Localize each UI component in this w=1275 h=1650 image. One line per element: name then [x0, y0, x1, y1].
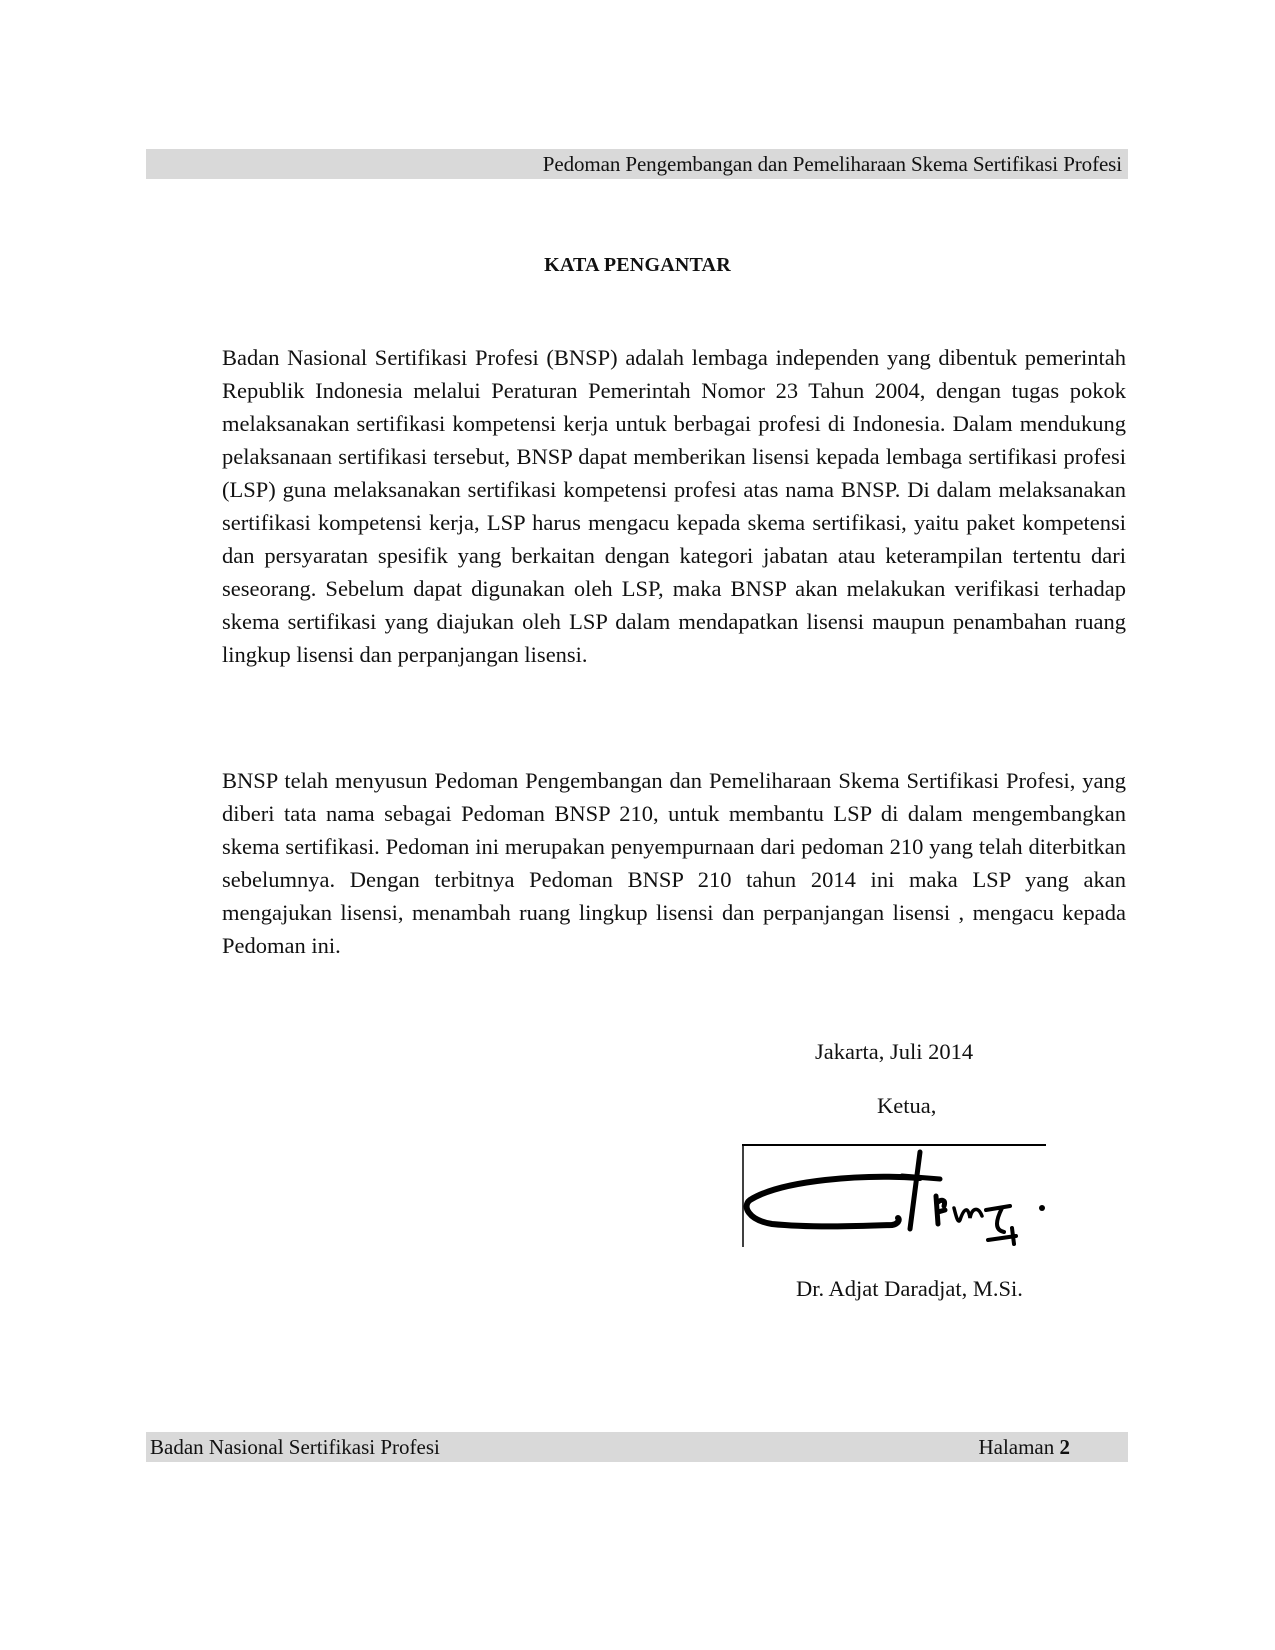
signatory-role: Ketua,	[877, 1093, 937, 1118]
paragraph-1-text: Badan Nasional Sertifikasi Profesi (BNSP) adalah lembaga independen yang dibentuk pemerintah Republik Indonesia melalui Peraturan Pemerintah Nomor 23 Tahun 2004, dengan tugas pokok melaksanakan sertifikasi kompetensi kerja untuk berbagai profesi di Indonesia. Dalam mendukung pelaksanaan sertifikasi tersebut, BNSP dapat memberikan lisensi kepada lembaga sertifikasi profesi (LSP) guna melaksanakan sertifikasi kompetensi profesi atas nama BNSP. Di dalam melaksanakan sertifikasi kompetensi kerja, LSP harus mengacu kepada skema sertifikasi, yaitu paket kompetensi dan persyaratan spesifik yang berkaitan dengan kategori jabatan atau keterampilan tertentu dari seseorang. Sebelum dapat digunakan oleh LSP, maka BNSP akan melakukan verifikasi terhadap skema sertifikasi yang diajukan oleh LSP dalam mendapatkan lisensi maupun penambahan ruang lingkup lisensi dan perpanjangan lisensi.	[222, 345, 1126, 667]
page-number: 2	[1059, 1435, 1070, 1459]
paragraph-2-text: BNSP telah menyusun Pedoman Pengembangan dan Pemeliharaan Skema Sertifikasi Profesi, yang diberi tata nama sebagai Pedoman BNSP 210, untuk membantu LSP di dalam mengembangkan skema sertifikasi. Pedoman ini merupakan penyempurnaan dari pedoman 210 yang telah diterbitkan sebelumnya. Dengan terbitnya Pedoman BNSP 210 tahun 2014 ini maka LSP yang akan mengajukan lisensi, menambah ruang lingkup lisensi dan perpanjangan lisensi , mengacu kepada Pedoman ini.	[222, 768, 1126, 958]
footer-organization: Badan Nasional Sertifikasi Profesi	[150, 1435, 440, 1459]
running-footer	[146, 1432, 1128, 1462]
place-date: Jakarta, Juli 2014	[815, 1039, 974, 1064]
running-header-title: Pedoman Pengembangan dan Pemeliharaan Skema Sertifikasi Profesi	[542, 152, 1122, 176]
paragraph-2	[222, 764, 1126, 962]
page-title: KATA PENGANTAR	[544, 254, 731, 276]
running-header	[146, 149, 1128, 179]
page-label: Halaman	[978, 1435, 1060, 1459]
signature-icon	[742, 1144, 1046, 1247]
paragraph-1	[222, 341, 1126, 671]
signatory-name: Dr. Adjat Daradjat, M.Si.	[796, 1276, 1023, 1301]
page-indicator	[978, 1435, 1070, 1459]
